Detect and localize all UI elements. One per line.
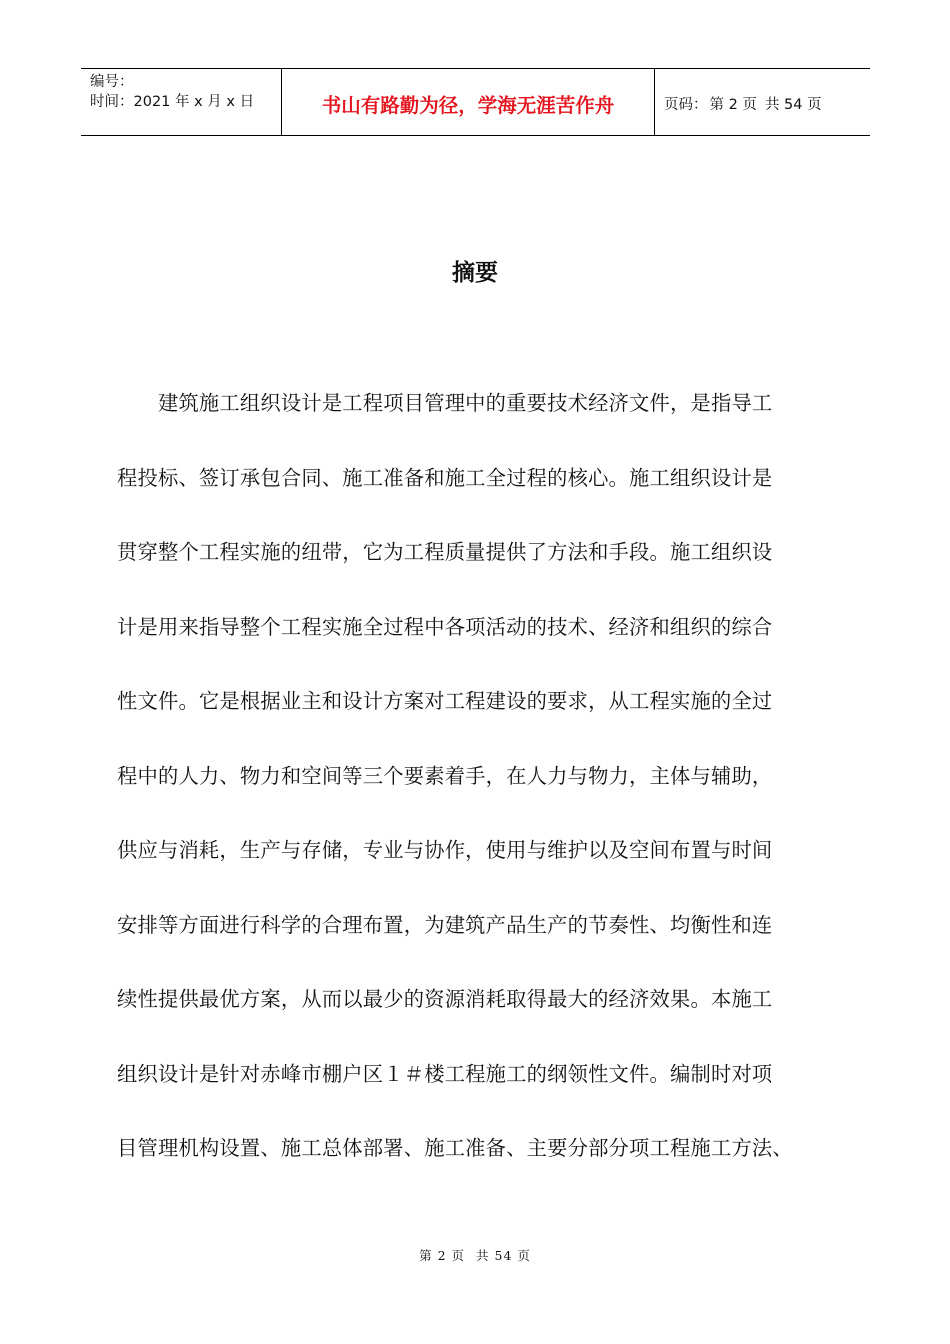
- paragraph-line: 程投标、签订承包合同、施工准备和施工全过程的核心。施工组织设计是: [117, 465, 773, 490]
- paragraph-line: 供应与消耗，生产与存储，专业与协作，使用与维护以及空间布置与时间: [117, 838, 773, 862]
- page-footer: [0, 1246, 950, 1264]
- header-meta: [81, 69, 282, 135]
- header-page-info: [655, 69, 870, 135]
- page-label: 页码：: [664, 96, 708, 113]
- paragraph-line: 计是用来指导整个工程实施全过程中各项活动的技术、经济和组织的综合: [117, 614, 773, 639]
- paragraph-line: 安排等方面进行科学的合理布置，为建筑产品生产的节奏性、均衡性和连: [117, 912, 773, 937]
- page-header: [81, 68, 870, 136]
- paragraph-line: 贯穿整个工程实施的纽带，它为工程质量提供了方法和手段。施工组织设: [117, 540, 773, 564]
- paragraph-line: 续性提供最优方案，从而以最少的资源消耗取得最大的经济效果。本施工: [117, 987, 773, 1011]
- footer-page-current: 第 2 页: [419, 1248, 466, 1263]
- paragraph-line: 建筑施工组织设计是工程项目管理中的重要技术经济文件，是指导工: [117, 391, 773, 415]
- paragraph-line: 组织设计是针对赤峰市棚户区１＃楼工程施工的纲领性文件。编制时对项: [117, 1061, 773, 1086]
- paragraph-line: 目管理机构设置、施工总体部署、施工准备、主要分部分项工程施工方法、: [117, 1136, 793, 1160]
- date-label: 时间：2021 年 x 月 x 日: [90, 94, 255, 110]
- footer-page-total: 共 54 页: [476, 1248, 531, 1263]
- serial-number-label: 编号：: [90, 74, 134, 90]
- document-title: 摘要: [452, 260, 498, 286]
- header-motto: 书山有路勤为径，学海无涯苦作舟: [282, 69, 655, 135]
- header-page-total: 共 54 页: [764, 96, 822, 113]
- abstract-paragraph: [117, 383, 841, 1203]
- paragraph-line: 性文件。它是根据业主和设计方案对工程建设的要求，从工程实施的全过: [117, 689, 773, 713]
- paragraph-line: 程中的人力、物力和空间等三个要素着手，在人力与物力，主体与辅助，: [117, 763, 773, 788]
- header-page-current: 第 2 页: [709, 96, 757, 113]
